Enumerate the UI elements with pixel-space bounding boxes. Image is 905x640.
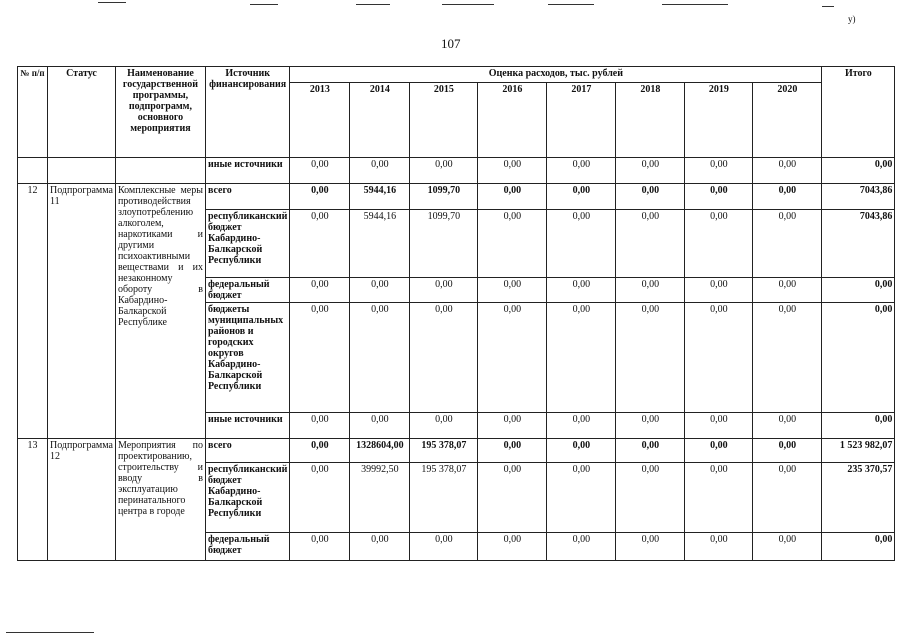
header-total: Итого [822, 67, 895, 158]
empty-cell [18, 158, 48, 184]
row-total-cell: 0,00 [822, 278, 895, 303]
scan-mark [98, 2, 126, 3]
amount-cell: 0,00 [616, 533, 685, 561]
header-year: 2014 [350, 83, 410, 158]
amount-cell: 0,00 [350, 413, 410, 439]
amount-cell: 0,00 [410, 303, 478, 413]
row-total-cell: 0,00 [822, 158, 895, 184]
budget-table [17, 66, 895, 561]
funding-source-cell: республиканский бюджет Кабардино-Балкарской Республики [205, 463, 289, 533]
amount-cell: 0,00 [290, 413, 350, 439]
row-number: 13 [18, 439, 48, 561]
amount-cell: 0,00 [290, 158, 350, 184]
header-program-name: Наименование государственной программы, подпрограмм, основного мероприятия [115, 67, 205, 158]
amount-cell: 0,00 [753, 533, 822, 561]
amount-cell: 0,00 [685, 184, 753, 210]
header-year: 2020 [753, 83, 822, 158]
header-year: 2016 [478, 83, 547, 158]
amount-cell: 0,00 [616, 439, 685, 463]
row-number: 12 [18, 184, 48, 439]
amount-cell: 0,00 [547, 210, 616, 278]
amount-cell: 0,00 [685, 210, 753, 278]
amount-cell: 0,00 [685, 533, 753, 561]
header-year: 2019 [685, 83, 753, 158]
header-year: 2013 [290, 83, 350, 158]
header-status: Статус [48, 67, 116, 158]
header-estimate: Оценка расходов, тыс. рублей [290, 67, 822, 83]
amount-cell: 0,00 [410, 413, 478, 439]
amount-cell: 0,00 [290, 439, 350, 463]
funding-source-cell: федеральный бюджет [205, 533, 289, 561]
amount-cell: 0,00 [753, 184, 822, 210]
amount-cell: 0,00 [616, 413, 685, 439]
header-year: 2015 [410, 83, 478, 158]
row-total-cell: 0,00 [822, 533, 895, 561]
amount-cell: 0,00 [478, 533, 547, 561]
table-row [18, 184, 895, 210]
funding-source-cell: республиканский бюджет Кабардино-Балкарской Республики [205, 210, 289, 278]
status-cell: Подпрограмма 11 [48, 184, 116, 439]
amount-cell: 0,00 [753, 463, 822, 533]
amount-cell: 0,00 [547, 303, 616, 413]
amount-cell: 0,00 [547, 533, 616, 561]
row-total-cell: 0,00 [822, 413, 895, 439]
amount-cell: 0,00 [478, 463, 547, 533]
amount-cell: 0,00 [547, 463, 616, 533]
amount-cell: 0,00 [685, 439, 753, 463]
funding-source-cell: бюджеты муниципальных районов и городских округов Кабардино-Балкарской Республики [205, 303, 289, 413]
amount-cell: 0,00 [753, 210, 822, 278]
funding-source-cell: всего [205, 184, 289, 210]
funding-source-cell: федеральный бюджет [205, 278, 289, 303]
scan-mark [822, 6, 834, 7]
amount-cell: 0,00 [290, 210, 350, 278]
amount-cell: 1099,70 [410, 210, 478, 278]
scan-mark [250, 4, 278, 5]
amount-cell: 0,00 [616, 463, 685, 533]
program-name-cell: Комплексные меры противодействия злоупотреблению алкоголем, наркотиками и другими психоактивными веществами и их незаконному обороту в Кабардино-Балкарской Республике [115, 184, 205, 439]
amount-cell: 0,00 [547, 158, 616, 184]
header-year: 2018 [616, 83, 685, 158]
scan-mark [442, 4, 494, 5]
amount-cell: 0,00 [290, 303, 350, 413]
header-no: № п/п [18, 67, 48, 158]
amount-cell: 0,00 [685, 413, 753, 439]
row-total-cell: 235 370,57 [822, 463, 895, 533]
amount-cell: 0,00 [410, 278, 478, 303]
header-year: 2017 [547, 83, 616, 158]
status-cell: Подпрограмма 12 [48, 439, 116, 561]
amount-cell: 0,00 [547, 439, 616, 463]
amount-cell: 0,00 [685, 158, 753, 184]
row-total-cell: 7043,86 [822, 184, 895, 210]
amount-cell: 0,00 [350, 158, 410, 184]
amount-cell: 0,00 [290, 184, 350, 210]
amount-cell: 195 378,07 [410, 439, 478, 463]
scan-mark [6, 632, 94, 633]
amount-cell: 0,00 [478, 210, 547, 278]
header-funding-source: Источник финансирования [205, 67, 289, 158]
amount-cell: 0,00 [616, 184, 685, 210]
amount-cell: 0,00 [290, 278, 350, 303]
amount-cell: 0,00 [410, 158, 478, 184]
amount-cell: 0,00 [478, 278, 547, 303]
amount-cell: 0,00 [685, 303, 753, 413]
amount-cell: 0,00 [350, 278, 410, 303]
amount-cell: 0,00 [616, 158, 685, 184]
amount-cell: 1099,70 [410, 184, 478, 210]
amount-cell: 0,00 [410, 533, 478, 561]
row-total-cell: 1 523 982,07 [822, 439, 895, 463]
amount-cell: 0,00 [547, 278, 616, 303]
corner-mark: у) [848, 14, 856, 24]
program-name-cell: Мероприятия по проектированию, строительству и вводу в эксплуатацию перинатального центра в городе [115, 439, 205, 561]
table-row [18, 158, 895, 184]
amount-cell: 1328604,00 [350, 439, 410, 463]
amount-cell: 5944,16 [350, 210, 410, 278]
row-total-cell: 0,00 [822, 303, 895, 413]
amount-cell: 0,00 [290, 463, 350, 533]
empty-cell [48, 158, 116, 184]
amount-cell: 0,00 [290, 533, 350, 561]
amount-cell: 0,00 [685, 463, 753, 533]
table-row [18, 439, 895, 463]
amount-cell: 0,00 [616, 278, 685, 303]
funding-source-cell: иные источники [205, 413, 289, 439]
scan-mark [356, 4, 390, 5]
amount-cell: 0,00 [547, 413, 616, 439]
amount-cell: 0,00 [616, 210, 685, 278]
amount-cell: 0,00 [616, 303, 685, 413]
amount-cell: 0,00 [478, 303, 547, 413]
amount-cell: 0,00 [753, 439, 822, 463]
amount-cell: 39992,50 [350, 463, 410, 533]
amount-cell: 0,00 [478, 413, 547, 439]
funding-source-cell: иные источники [205, 158, 289, 184]
amount-cell: 0,00 [350, 533, 410, 561]
scan-mark [548, 4, 594, 5]
amount-cell: 0,00 [478, 158, 547, 184]
amount-cell: 0,00 [753, 278, 822, 303]
funding-source-cell: всего [205, 439, 289, 463]
amount-cell: 5944,16 [350, 184, 410, 210]
amount-cell: 0,00 [547, 184, 616, 210]
empty-cell [115, 158, 205, 184]
amount-cell: 0,00 [685, 278, 753, 303]
amount-cell: 0,00 [350, 303, 410, 413]
amount-cell: 0,00 [478, 439, 547, 463]
amount-cell: 0,00 [753, 158, 822, 184]
row-total-cell: 7043,86 [822, 210, 895, 278]
amount-cell: 0,00 [753, 303, 822, 413]
scan-mark [662, 4, 728, 5]
amount-cell: 0,00 [478, 184, 547, 210]
amount-cell: 195 378,07 [410, 463, 478, 533]
amount-cell: 0,00 [753, 413, 822, 439]
